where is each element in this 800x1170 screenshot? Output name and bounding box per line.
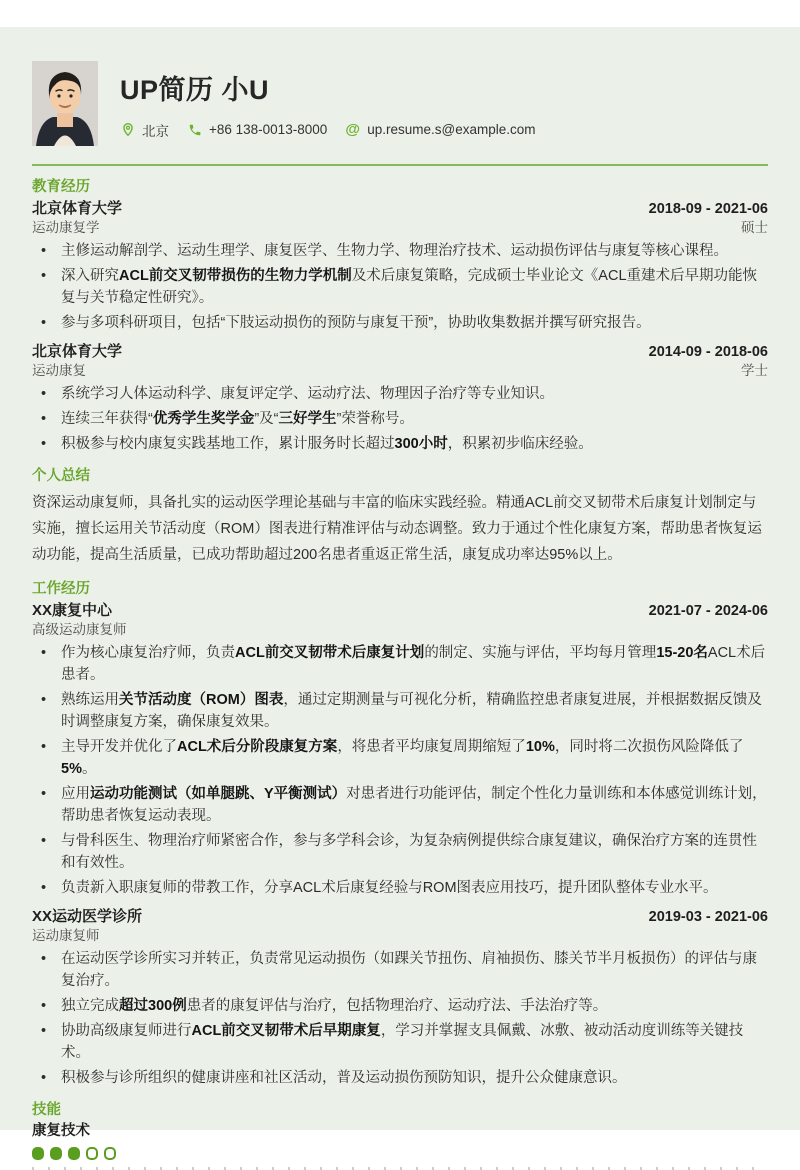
bullet-text: ACL术后患者。 [61, 645, 766, 683]
resume-header [32, 61, 768, 146]
bullet-item [32, 830, 768, 874]
skill-dot-empty [104, 1147, 116, 1160]
map-pin-icon [120, 122, 135, 137]
bullet-item [32, 995, 768, 1017]
bullet-text-bold: 关节活动度（ROM）图表 [119, 692, 284, 708]
skill-level-dots [32, 1147, 768, 1160]
phone-text: +86 138-0013-8000 [209, 122, 328, 137]
date-range: 2019-03 - 2021-06 [648, 909, 768, 925]
bullet-text-bold: 运动功能测试（如单腿跳、Y平衡测试） [90, 786, 347, 802]
date-range: 2021-07 - 2024-06 [648, 603, 768, 619]
skill-name: 康复技术 [32, 1123, 90, 1139]
bullet-text: 积极参与诊所组织的健康讲座和社区活动，普及运动损伤预防知识，提升公众健康意识。 [61, 1070, 627, 1086]
bullet-text-bold: 5% [61, 761, 82, 777]
school-name: 北京体育大学 [32, 200, 123, 217]
profile-photo [32, 61, 98, 146]
header-divider [32, 164, 768, 166]
date-range: 2014-09 - 2018-06 [648, 344, 768, 360]
bullet-item [32, 1020, 768, 1064]
contact-location [120, 120, 169, 140]
company-name: XX运动医学诊所 [32, 908, 143, 925]
skill-dot-empty [86, 1147, 98, 1160]
profile-photo-illustration [32, 61, 98, 146]
bullet-text: 的制定、实施与评估，平均每月管理 [424, 645, 657, 661]
bullet-list [32, 240, 768, 334]
bullet-text: ，通过定期测量与可视化分析，精确监控患者康复进展，并根据数据反馈及时调整康复方案，确保康复效果。 [61, 692, 762, 730]
bullet-text: 负责新入职康复师的带教工作，分享ACL术后康复经验与ROM图表应用技巧，提升团队整体专业水平。 [61, 880, 718, 896]
entry-header-row [32, 199, 768, 219]
bullet-item [32, 408, 768, 430]
entry-sub-row [32, 362, 768, 379]
bullet-item [32, 783, 768, 827]
bullet-text: 在运动医学诊所实习并转正，负责常见运动损伤（如踝关节扭伤、肩袖损伤、膝关节半月板损伤）的评估与康复治疗。 [61, 951, 757, 989]
bullet-text: 及术后康复策略，完成硕士毕业论文《ACL重建术后早期功能恢复与关节稳定性研究》。 [61, 268, 758, 306]
phone-icon [187, 122, 202, 137]
bullet-text: 深入研究 [61, 268, 119, 284]
section-education [32, 178, 768, 455]
school-name: 北京体育大学 [32, 343, 123, 360]
bullet-item [32, 642, 768, 686]
bullet-list [32, 948, 768, 1089]
skill-dot-filled [50, 1147, 62, 1160]
bullet-item [32, 265, 768, 309]
bullet-text: 患者的康复评估与治疗，包括物理治疗、运动疗法、手法治疗等。 [186, 998, 608, 1014]
summary-paragraph: 资深运动康复师，具备扎实的运动医学理论基础与丰富的临床实践经验。精通ACL前交叉韧带术后康复计划制定与实施，擅长运用关节活动度（ROM）图表进行精准评估与动态调整。致力于通过个性化康复方案，帮助患者恢复运动功能，提高生活质量，已成功帮助超过200名患者重返正常生活，康复成功率达95%以上。 [32, 495, 762, 563]
section-title-work: 工作经历 [32, 581, 90, 597]
section-summary [32, 467, 768, 568]
education-entry [32, 342, 768, 455]
company-name: XX康复中心 [32, 602, 113, 619]
location-text: 北京 [142, 123, 169, 139]
bullet-text-bold: 300小时 [394, 436, 448, 452]
bullet-text: ”荣誉称号。 [336, 411, 414, 427]
bullet-text: 参与多项科研项目，包括“下肢运动损伤的预防与康复干预”，协助收集数据并撰写研究报告。 [61, 315, 651, 331]
entry-header-row [32, 907, 768, 927]
entry-header-row [32, 601, 768, 621]
bullet-text: ，将患者平均康复周期缩短了 [337, 739, 526, 755]
bullet-text: ，积累初步临床经验。 [447, 436, 593, 452]
bullet-text-bold: ACL前交叉韧带术后康复计划 [235, 645, 425, 661]
bullet-text: 对患者进行功能评估，制定个性化力量训练和本体感觉训练计划，帮助患者恢复运动表现。 [61, 786, 767, 824]
bullet-text: 熟练运用 [61, 692, 119, 708]
bullet-text-bold: 三好学生 [278, 411, 337, 427]
contact-email [345, 122, 535, 137]
bullet-text: 系统学习人体运动科学、康复评定学、运动疗法、物理因子治疗等专业知识。 [61, 386, 554, 402]
bullet-item [32, 877, 768, 899]
bullet-text: 连续三年获得“ [61, 411, 153, 427]
bullet-text-bold: 15-20名 [656, 645, 708, 661]
section-title-skills: 技能 [32, 1102, 61, 1118]
bullet-item [32, 312, 768, 334]
contact-phone [187, 122, 327, 137]
bullet-item [32, 736, 768, 780]
bullet-list [32, 642, 768, 899]
bullet-text: 。 [81, 761, 97, 777]
degree-name: 学士 [741, 363, 768, 378]
work-entry [32, 601, 768, 899]
bullet-text-bold: 优秀学生奖学金 [152, 411, 255, 427]
section-work [32, 580, 768, 1089]
bullet-text: 应用 [61, 786, 90, 802]
contact-row [120, 120, 554, 140]
bullet-text-bold: 超过300例 [119, 998, 187, 1014]
major-name: 运动康复学 [32, 220, 100, 235]
bullet-item [32, 948, 768, 992]
bullet-text-bold: ACL前交叉韧带术后早期康复 [191, 1023, 381, 1039]
education-entry [32, 199, 768, 334]
bullet-text-bold: ACL前交叉韧带损伤的生物力学机制 [119, 268, 352, 284]
header-text [120, 68, 554, 140]
bullet-item [32, 240, 768, 262]
job-title: 高级运动康复师 [32, 622, 127, 637]
bullet-text: 协助高级康复师进行 [61, 1023, 192, 1039]
bullet-text-bold: 10% [525, 739, 555, 755]
bullet-text: 独立完成 [61, 998, 119, 1014]
bullet-text-bold: ACL术后分阶段康复方案 [177, 739, 338, 755]
bullet-text: ，学习并掌握支具佩戴、冰敷、被动活动度训练等关键技术。 [61, 1023, 744, 1061]
entry-sub-row [32, 219, 768, 236]
job-title: 运动康复师 [32, 928, 100, 943]
bullet-text: 与骨科医生、物理治疗师紧密合作，参与多学科会诊，为复杂病例提供综合康复建议，确保治疗方案的连贯性和有效性。 [61, 833, 757, 871]
bullet-text: ”及“ [254, 411, 279, 427]
bullet-item [32, 689, 768, 733]
section-title-summary: 个人总结 [32, 468, 90, 484]
section-skills [32, 1101, 768, 1170]
resume-canvas [0, 27, 800, 1139]
bullet-text: 作为核心康复治疗师，负责 [61, 645, 235, 661]
major-name: 运动康复 [32, 363, 86, 378]
bullet-list [32, 383, 768, 455]
date-range: 2018-09 - 2021-06 [648, 201, 768, 217]
entry-header-row [32, 342, 768, 362]
bullet-item [32, 1067, 768, 1089]
skill-dot-filled [32, 1147, 44, 1160]
bullet-text: 主导开发并优化了 [61, 739, 177, 755]
person-name: UP简历 小U [120, 74, 270, 105]
bullet-text: 积极参与校内康复实践基地工作，累计服务时长超过 [61, 436, 395, 452]
degree-name: 硕士 [741, 220, 768, 235]
entry-sub-row [32, 621, 768, 638]
at-icon: @ [345, 121, 361, 138]
email-text: up.resume.s@example.com [367, 122, 536, 137]
work-entry [32, 907, 768, 1089]
section-title-education: 教育经历 [32, 179, 90, 195]
bullet-item [32, 383, 768, 405]
bullet-text: ，同时将二次损伤风险降低了 [554, 739, 744, 755]
entry-sub-row [32, 927, 768, 944]
bullet-text: 主修运动解剖学、运动生理学、康复医学、生物力学、物理治疗技术、运动损伤评估与康复等核心课程。 [61, 243, 728, 259]
skill-dot-filled [68, 1147, 80, 1160]
bullet-item [32, 433, 768, 455]
